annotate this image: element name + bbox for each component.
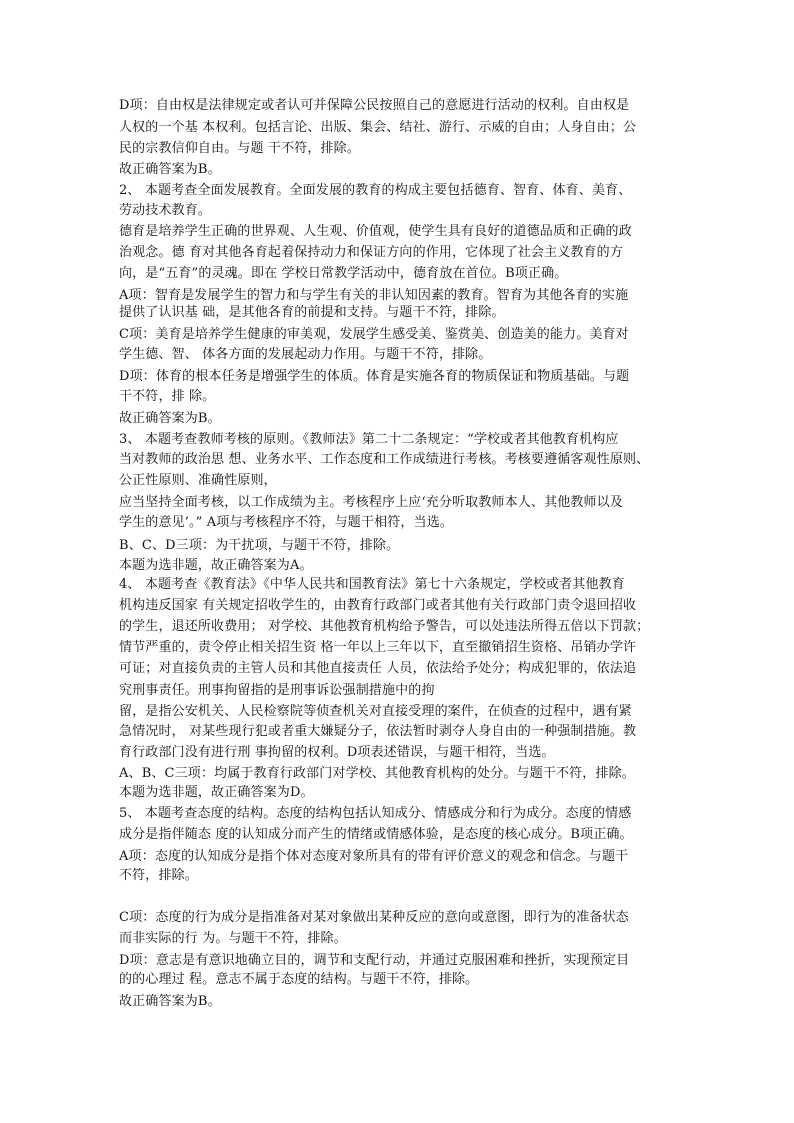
text-line: 应当坚持全面考核，以工作成绩为主。考核程序上应‘充分听取教师本人、其他教师以及	[119, 495, 623, 510]
text-line: 的的心理过 程。意志不属于态度的结构。与题干不符，排除。	[119, 972, 479, 987]
text-line: 急情况时， 对某些现行犯或者重大嫌疑分子，依法暂时剥夺人身自由的一种强制措施。教	[119, 724, 637, 739]
text-line: D项：意志是有意识地确立目的，调节和支配行动，并通过克服困难和挫折，实现预定目	[119, 953, 630, 968]
text-line: 的学生，退还所收费用； 对学校、其他教育机构给予警告，可以处违法所得五倍以下罚款；	[119, 619, 650, 634]
text-line: 提供了认识基 础，是其他各育的前提和支持。与题干不符，排除。	[119, 305, 505, 320]
text-line: 本题为选非题，故正确答案为D。	[119, 785, 314, 800]
text-line: C项：美育是培养学生健康的审美观，发展学生感受美、鉴赏美、创造美的能力。美育对	[119, 327, 629, 342]
text-line: 人权的一个基 本权利。包括言论、出版、集会、结社、游行、示威的自由；人身自由；公	[119, 120, 637, 135]
text-line: 德育是培养学生正确的世界观、人生观、价值观，使学生具有良好的道德品质和正确的政	[119, 224, 632, 239]
text-line: 公正性原则、准确性原则，	[119, 473, 277, 488]
text-line: 情节严重的，责令停止相关招生资 格一年以上三年以下，直至撤销招生资格、吊销办学许	[119, 640, 637, 655]
text-line: B、C、D三项：为干扰项，与题干不符，排除。	[119, 538, 400, 553]
text-line: 当对教师的政治思 想、业务水平、工作态度和工作成绩进行考核。考核要遵循客观性原则、	[119, 452, 650, 467]
text-line: 2、 本题考查全面发展教育。全面发展的教育的构成主要包括德育、智育、体育、美育、	[119, 183, 632, 198]
text-line: 干不符，排 除。	[119, 389, 216, 404]
text-line: 本题为选非题，故正确答案为A。	[119, 558, 313, 573]
text-line: 治观念。德 育对其他各育起着保持动力和保证方向的作用，它体现了社会主义教育的方	[119, 245, 623, 260]
text-line: 不符，排除。	[119, 868, 198, 883]
text-line: 故正确答案为B。	[119, 162, 221, 177]
text-line: A项：态度的认知成分是指个体对态度对象所具有的带有评价意义的观念和信念。与题干	[119, 849, 629, 864]
text-line: 机构违反国家 有关规定招收学生的，由教育行政部门或者其他有关行政部门责令退回招收	[119, 598, 637, 613]
text-line: 可证；对直接负责的主管人员和其他直接责任 人员，依法给予处分；构成犯罪的，依法追	[119, 661, 637, 676]
text-line: 民的宗教信仰自由。与题 干不符，排除。	[119, 141, 360, 156]
text-line: 5、 本题考查态度的结构。态度的结构包括认知成分、情感成分和行为成分。态度的情感	[119, 806, 632, 821]
text-line: 留，是指公安机关、人民检察院等侦查机关对直接受理的案件，在侦查的过程中，遇有紧	[119, 704, 632, 719]
text-line: 故正确答案为B。	[119, 994, 221, 1009]
text-line: D项：体育的根本任务是增强学生的体质。体育是实施各育的物质保证和物质基础。与题	[119, 369, 630, 384]
text-line: 学生德、智、 体各方面的发展起动力作用。与题干不符，排除。	[119, 347, 492, 362]
text-line: A项：智育是发展学生的智力和与学生有关的非认知因素的教育。智育为其他各育的实施	[119, 288, 629, 303]
text-line: 3、 本题考查教师考核的原则。《教师法》第二十二条规定：“学校或者其他教育机构应	[119, 432, 619, 447]
text-line: 学生的意见’。” A项与考核程序不符，与题干相符，当选。	[119, 515, 453, 530]
text-line: 劳动技术教育。	[119, 203, 212, 218]
text-line: 究刑事责任。刑事拘留指的是刑事诉讼强制措施中的拘	[119, 683, 435, 698]
text-line: 故正确答案为B。	[119, 411, 221, 426]
text-line: 成分是指伴随态 度的认知成分而产生的情绪或情感体验，是态度的核心成分。B项正确。	[119, 827, 633, 842]
text-line: 育行政部门没有进行刑 事拘留的权利。D项表述错误，与题干相符，当选。	[119, 745, 555, 760]
text-line: 向，是“五育”的灵魂。即在 学校日常教学活动中，德育放在首位。B项正确。	[119, 266, 568, 281]
text-line: A、B、C三项：均属于教育行政部门对学校、其他教育机构的处分。与题干不符，排除。	[119, 766, 635, 781]
text-line: 4、 本题考查《教育法》《中华人民共和国教育法》第七十六条规定，学校或者其他教育	[119, 577, 625, 592]
text-line: D项：自由权是法律规定或者认可并保障公民按照自己的意愿进行活动的权利。自由权是	[119, 98, 630, 113]
text-line: 而非实际的行 为。与题干不符，排除。	[119, 931, 347, 946]
text-line: C项：态度的行为成分是指准备对某对象做出某种反应的意向或意图，即行为的准备状态	[119, 910, 629, 925]
